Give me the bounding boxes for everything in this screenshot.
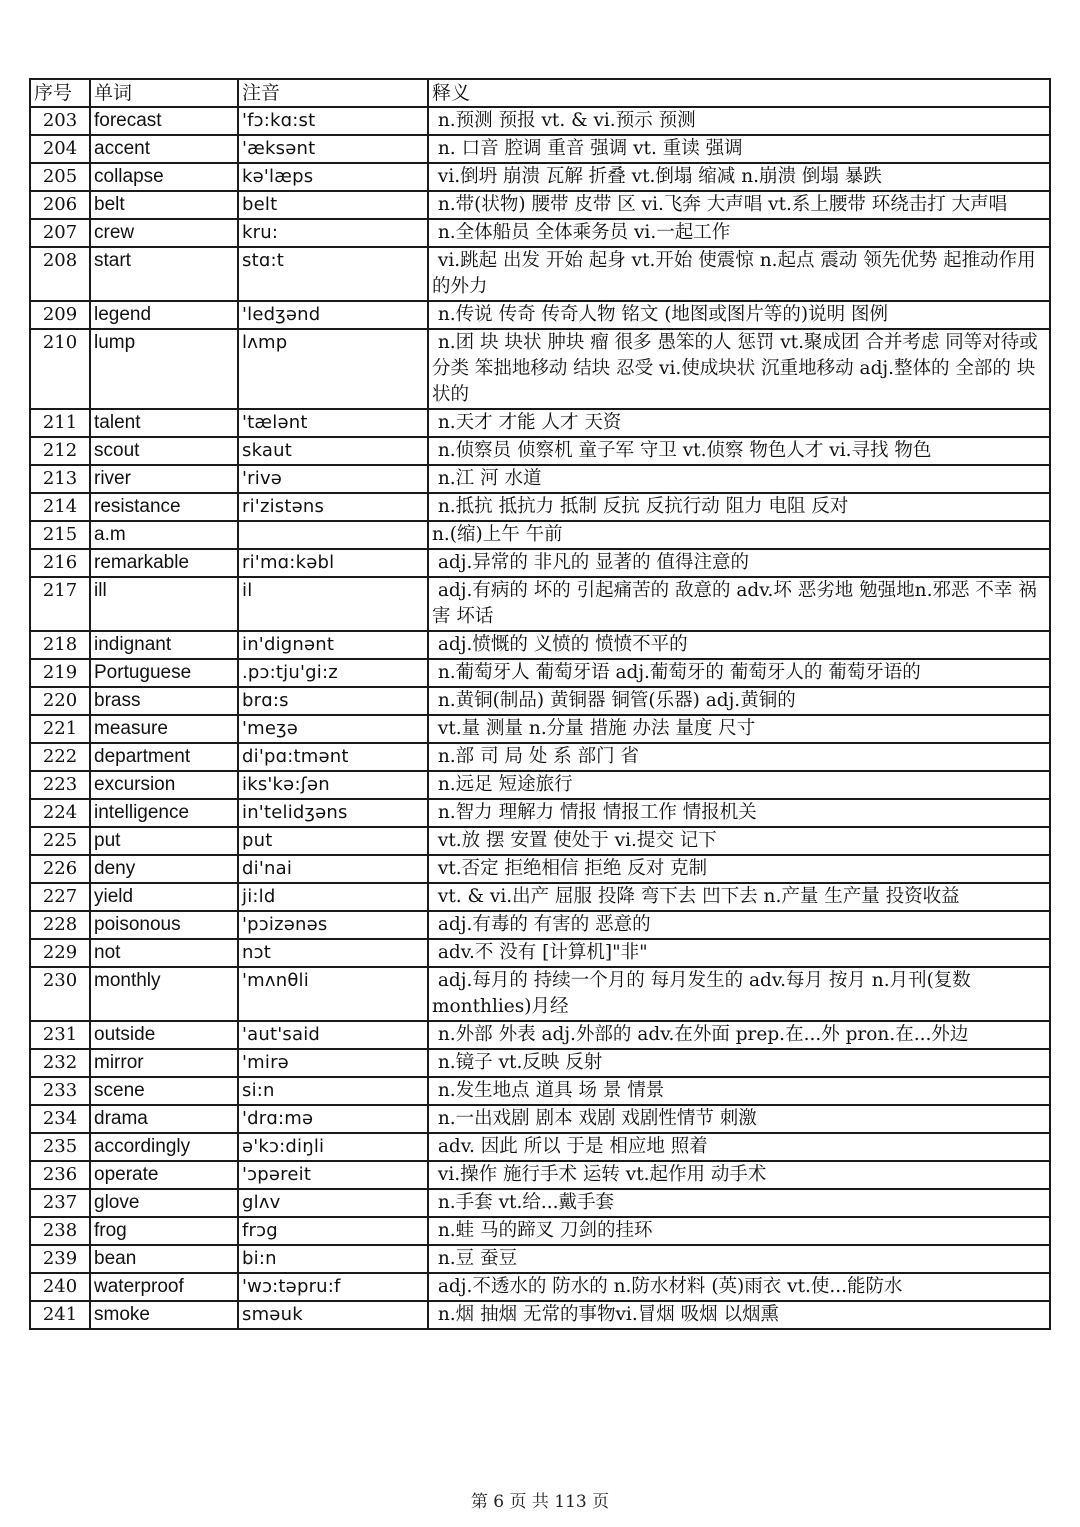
row-word: outside bbox=[90, 1021, 238, 1049]
row-phonetic: 'fɔ:kɑ:st bbox=[238, 107, 428, 135]
row-word: ill bbox=[90, 577, 238, 631]
row-definition: n.(缩)上午 午前 bbox=[428, 521, 1050, 549]
row-word: scout bbox=[90, 437, 238, 465]
row-number: 217 bbox=[30, 577, 90, 631]
row-definition: n.葡萄牙人 葡萄牙语 adj.葡萄牙的 葡萄牙人的 葡萄牙语的 bbox=[428, 659, 1050, 687]
row-number: 237 bbox=[30, 1189, 90, 1217]
row-number: 224 bbox=[30, 799, 90, 827]
row-word: crew bbox=[90, 219, 238, 247]
row-phonetic: skaut bbox=[238, 437, 428, 465]
row-word: resistance bbox=[90, 493, 238, 521]
row-word: accordingly bbox=[90, 1133, 238, 1161]
row-definition: n.天才 才能 人才 天资 bbox=[428, 409, 1050, 437]
row-word: poisonous bbox=[90, 911, 238, 939]
table-row bbox=[30, 219, 1050, 247]
table-row bbox=[30, 107, 1050, 135]
row-word: remarkable bbox=[90, 549, 238, 577]
row-word: intelligence bbox=[90, 799, 238, 827]
table-row bbox=[30, 493, 1050, 521]
table-row bbox=[30, 883, 1050, 911]
row-definition: n.团 块 块状 肿块 瘤 很多 愚笨的人 惩罚 vt.聚成团 合并考虑 同等对待或分类 笨拙地移动 结块 忍受 vi.使成块状 沉重地移动 adj.整体的 全部的 块状的 bbox=[428, 329, 1050, 409]
row-number: 210 bbox=[30, 329, 90, 409]
table-row bbox=[30, 135, 1050, 163]
row-phonetic: 'wɔ:təpru:f bbox=[238, 1273, 428, 1301]
row-word: yield bbox=[90, 883, 238, 911]
row-number: 239 bbox=[30, 1245, 90, 1273]
row-number: 209 bbox=[30, 301, 90, 329]
row-number: 203 bbox=[30, 107, 90, 135]
row-phonetic: 'ɔpəreit bbox=[238, 1161, 428, 1189]
header-num: 序号 bbox=[30, 79, 90, 107]
table-header-row bbox=[30, 79, 1050, 107]
row-word: bean bbox=[90, 1245, 238, 1273]
row-definition: n.远足 短途旅行 bbox=[428, 771, 1050, 799]
row-definition: n.抵抗 抵抗力 抵制 反抗 反抗行动 阻力 电阻 反对 bbox=[428, 493, 1050, 521]
row-definition: vt. & vi.出产 屈服 投降 弯下去 凹下去 n.产量 生产量 投资收益 bbox=[428, 883, 1050, 911]
row-number: 206 bbox=[30, 191, 90, 219]
table-row bbox=[30, 715, 1050, 743]
row-number: 235 bbox=[30, 1133, 90, 1161]
table-row bbox=[30, 1021, 1050, 1049]
row-word: Portuguese bbox=[90, 659, 238, 687]
table-row bbox=[30, 967, 1050, 1021]
row-number: 204 bbox=[30, 135, 90, 163]
table-row bbox=[30, 855, 1050, 883]
row-definition: n.智力 理解力 情报 情报工作 情报机关 bbox=[428, 799, 1050, 827]
row-phonetic: frɔg bbox=[238, 1217, 428, 1245]
table-row bbox=[30, 939, 1050, 967]
row-word: mirror bbox=[90, 1049, 238, 1077]
row-word: smoke bbox=[90, 1301, 238, 1329]
row-word: collapse bbox=[90, 163, 238, 191]
row-number: 216 bbox=[30, 549, 90, 577]
row-definition: vt.放 摆 安置 使处于 vi.提交 记下 bbox=[428, 827, 1050, 855]
row-phonetic: 'ledʒənd bbox=[238, 301, 428, 329]
row-word: lump bbox=[90, 329, 238, 409]
table-row bbox=[30, 659, 1050, 687]
row-definition: adj.愤慨的 义愤的 愤愤不平的 bbox=[428, 631, 1050, 659]
row-definition: adv.不 没有 [计算机]"非" bbox=[428, 939, 1050, 967]
row-definition: adj.有毒的 有害的 恶意的 bbox=[428, 911, 1050, 939]
row-phonetic: 'mʌnθli bbox=[238, 967, 428, 1021]
row-phonetic: kru: bbox=[238, 219, 428, 247]
row-word: not bbox=[90, 939, 238, 967]
table-row bbox=[30, 1105, 1050, 1133]
row-definition: n.江 河 水道 bbox=[428, 465, 1050, 493]
row-word: scene bbox=[90, 1077, 238, 1105]
row-number: 231 bbox=[30, 1021, 90, 1049]
row-number: 207 bbox=[30, 219, 90, 247]
row-definition: n.镜子 vt.反映 反射 bbox=[428, 1049, 1050, 1077]
row-word: measure bbox=[90, 715, 238, 743]
row-word: a.m bbox=[90, 521, 238, 549]
table-row bbox=[30, 247, 1050, 301]
row-number: 208 bbox=[30, 247, 90, 301]
row-number: 211 bbox=[30, 409, 90, 437]
table-row bbox=[30, 549, 1050, 577]
row-word: brass bbox=[90, 687, 238, 715]
page-footer: 第 6 页 共 113 页 bbox=[470, 1492, 610, 1512]
header-ipa: 注音 bbox=[238, 79, 428, 107]
row-phonetic: 'drɑ:mə bbox=[238, 1105, 428, 1133]
row-phonetic: nɔt bbox=[238, 939, 428, 967]
row-word: put bbox=[90, 827, 238, 855]
row-phonetic: ri'zistəns bbox=[238, 493, 428, 521]
row-word: accent bbox=[90, 135, 238, 163]
row-word: forecast bbox=[90, 107, 238, 135]
table-row bbox=[30, 631, 1050, 659]
row-number: 229 bbox=[30, 939, 90, 967]
row-phonetic: ji:ld bbox=[238, 883, 428, 911]
row-phonetic: belt bbox=[238, 191, 428, 219]
table-row bbox=[30, 687, 1050, 715]
row-number: 205 bbox=[30, 163, 90, 191]
row-number: 232 bbox=[30, 1049, 90, 1077]
table-body bbox=[30, 107, 1050, 1329]
row-number: 218 bbox=[30, 631, 90, 659]
row-number: 240 bbox=[30, 1273, 90, 1301]
row-definition: vi.跳起 出发 开始 起身 vt.开始 使震惊 n.起点 震动 领先优势 起推动作用的外力 bbox=[428, 247, 1050, 301]
table-row bbox=[30, 577, 1050, 631]
row-definition: adj.不透水的 防水的 n.防水材料 (英)雨衣 vt.使...能防水 bbox=[428, 1273, 1050, 1301]
row-phonetic: sməuk bbox=[238, 1301, 428, 1329]
row-word: belt bbox=[90, 191, 238, 219]
table-row bbox=[30, 1245, 1050, 1273]
row-phonetic: 'mirə bbox=[238, 1049, 428, 1077]
table-row bbox=[30, 1189, 1050, 1217]
row-definition: n.黄铜(制品) 黄铜器 铜管(乐器) adj.黄铜的 bbox=[428, 687, 1050, 715]
row-phonetic: di'nai bbox=[238, 855, 428, 883]
row-number: 225 bbox=[30, 827, 90, 855]
row-number: 223 bbox=[30, 771, 90, 799]
vocabulary-table bbox=[29, 78, 1051, 1330]
table-row bbox=[30, 1273, 1050, 1301]
row-phonetic: si:n bbox=[238, 1077, 428, 1105]
row-definition: vt.否定 拒绝相信 拒绝 反对 克制 bbox=[428, 855, 1050, 883]
row-word: legend bbox=[90, 301, 238, 329]
row-definition: n. 口音 腔调 重音 强调 vt. 重读 强调 bbox=[428, 135, 1050, 163]
row-phonetic bbox=[238, 521, 428, 549]
row-word: monthly bbox=[90, 967, 238, 1021]
row-word: start bbox=[90, 247, 238, 301]
row-number: 221 bbox=[30, 715, 90, 743]
row-definition: vi.操作 施行手术 运转 vt.起作用 动手术 bbox=[428, 1161, 1050, 1189]
row-phonetic: di'pɑ:tmənt bbox=[238, 743, 428, 771]
row-number: 227 bbox=[30, 883, 90, 911]
table-row bbox=[30, 1217, 1050, 1245]
row-word: river bbox=[90, 465, 238, 493]
row-number: 238 bbox=[30, 1217, 90, 1245]
row-phonetic: il bbox=[238, 577, 428, 631]
row-word: operate bbox=[90, 1161, 238, 1189]
row-number: 213 bbox=[30, 465, 90, 493]
row-definition: n.一出戏剧 剧本 戏剧 戏剧性情节 刺激 bbox=[428, 1105, 1050, 1133]
row-number: 212 bbox=[30, 437, 90, 465]
table-row bbox=[30, 1077, 1050, 1105]
row-word: glove bbox=[90, 1189, 238, 1217]
row-phonetic: put bbox=[238, 827, 428, 855]
row-definition: n.蛙 马的蹄叉 刀剑的挂环 bbox=[428, 1217, 1050, 1245]
row-number: 230 bbox=[30, 967, 90, 1021]
row-definition: n.手套 vt.给...戴手套 bbox=[428, 1189, 1050, 1217]
row-number: 233 bbox=[30, 1077, 90, 1105]
row-definition: n.发生地点 道具 场 景 情景 bbox=[428, 1077, 1050, 1105]
row-word: deny bbox=[90, 855, 238, 883]
row-phonetic: ri'mɑ:kəbl bbox=[238, 549, 428, 577]
row-number: 214 bbox=[30, 493, 90, 521]
row-definition: adj.异常的 非凡的 显著的 值得注意的 bbox=[428, 549, 1050, 577]
row-definition: vi.倒坍 崩溃 瓦解 折叠 vt.倒塌 缩减 n.崩溃 倒塌 暴跌 bbox=[428, 163, 1050, 191]
table-row bbox=[30, 465, 1050, 493]
row-phonetic: bi:n bbox=[238, 1245, 428, 1273]
row-definition: n.部 司 局 处 系 部门 省 bbox=[428, 743, 1050, 771]
row-word: drama bbox=[90, 1105, 238, 1133]
row-phonetic: in'dignənt bbox=[238, 631, 428, 659]
row-definition: n.带(状物) 腰带 皮带 区 vi.飞奔 大声唱 vt.系上腰带 环绕击打 大声唱 bbox=[428, 191, 1050, 219]
row-phonetic: iks'kə:ʃən bbox=[238, 771, 428, 799]
table-row bbox=[30, 799, 1050, 827]
row-number: 226 bbox=[30, 855, 90, 883]
row-phonetic: 'meʒə bbox=[238, 715, 428, 743]
table-row bbox=[30, 1049, 1050, 1077]
row-number: 236 bbox=[30, 1161, 90, 1189]
row-definition: n.传说 传奇 传奇人物 铭文 (地图或图片等的)说明 图例 bbox=[428, 301, 1050, 329]
row-word: talent bbox=[90, 409, 238, 437]
row-number: 220 bbox=[30, 687, 90, 715]
table-row bbox=[30, 301, 1050, 329]
row-definition: vt.量 测量 n.分量 措施 办法 量度 尺寸 bbox=[428, 715, 1050, 743]
row-definition: n.烟 抽烟 无常的事物vi.冒烟 吸烟 以烟熏 bbox=[428, 1301, 1050, 1329]
row-word: excursion bbox=[90, 771, 238, 799]
header-def: 释义 bbox=[428, 79, 1050, 107]
row-number: 222 bbox=[30, 743, 90, 771]
row-number: 228 bbox=[30, 911, 90, 939]
row-number: 219 bbox=[30, 659, 90, 687]
row-definition: n.豆 蚕豆 bbox=[428, 1245, 1050, 1273]
row-number: 241 bbox=[30, 1301, 90, 1329]
row-definition: n.侦察员 侦察机 童子军 守卫 vt.侦察 物色人才 vi.寻找 物色 bbox=[428, 437, 1050, 465]
row-phonetic: 'tælənt bbox=[238, 409, 428, 437]
header-word: 单词 bbox=[90, 79, 238, 107]
row-word: indignant bbox=[90, 631, 238, 659]
row-definition: adv. 因此 所以 于是 相应地 照着 bbox=[428, 1133, 1050, 1161]
row-phonetic: in'telidʒəns bbox=[238, 799, 428, 827]
row-phonetic: 'pɔizənəs bbox=[238, 911, 428, 939]
table-row bbox=[30, 1301, 1050, 1329]
row-phonetic: .pɔ:tju'gi:z bbox=[238, 659, 428, 687]
row-word: frog bbox=[90, 1217, 238, 1245]
row-definition: adj.每月的 持续一个月的 每月发生的 adv.每月 按月 n.月刊(复数monthlies)月经 bbox=[428, 967, 1050, 1021]
row-definition: n.全体船员 全体乘务员 vi.一起工作 bbox=[428, 219, 1050, 247]
row-phonetic: stɑ:t bbox=[238, 247, 428, 301]
table-row bbox=[30, 771, 1050, 799]
row-phonetic: ə'kɔ:diŋli bbox=[238, 1133, 428, 1161]
table-row bbox=[30, 163, 1050, 191]
table-row bbox=[30, 1161, 1050, 1189]
row-definition: n.外部 外表 adj.外部的 adv.在外面 prep.在...外 pron.在...外边 bbox=[428, 1021, 1050, 1049]
row-definition: n.预测 预报 vt. & vi.预示 预测 bbox=[428, 107, 1050, 135]
table-row bbox=[30, 409, 1050, 437]
row-phonetic: lʌmp bbox=[238, 329, 428, 409]
table-row bbox=[30, 827, 1050, 855]
row-phonetic: brɑ:s bbox=[238, 687, 428, 715]
row-phonetic: 'rivə bbox=[238, 465, 428, 493]
row-number: 234 bbox=[30, 1105, 90, 1133]
row-phonetic: 'æksənt bbox=[238, 135, 428, 163]
row-phonetic: 'aut'said bbox=[238, 1021, 428, 1049]
table-row bbox=[30, 743, 1050, 771]
table-row bbox=[30, 521, 1050, 549]
row-phonetic: glʌv bbox=[238, 1189, 428, 1217]
row-definition: adj.有病的 坏的 引起痛苦的 敌意的 adv.坏 恶劣地 勉强地n.邪恶 不幸 祸害 坏话 bbox=[428, 577, 1050, 631]
row-phonetic: kə'læps bbox=[238, 163, 428, 191]
table-row bbox=[30, 437, 1050, 465]
row-number: 215 bbox=[30, 521, 90, 549]
table-row bbox=[30, 329, 1050, 409]
row-word: waterproof bbox=[90, 1273, 238, 1301]
row-word: department bbox=[90, 743, 238, 771]
table-row bbox=[30, 911, 1050, 939]
table-row bbox=[30, 191, 1050, 219]
table-row bbox=[30, 1133, 1050, 1161]
